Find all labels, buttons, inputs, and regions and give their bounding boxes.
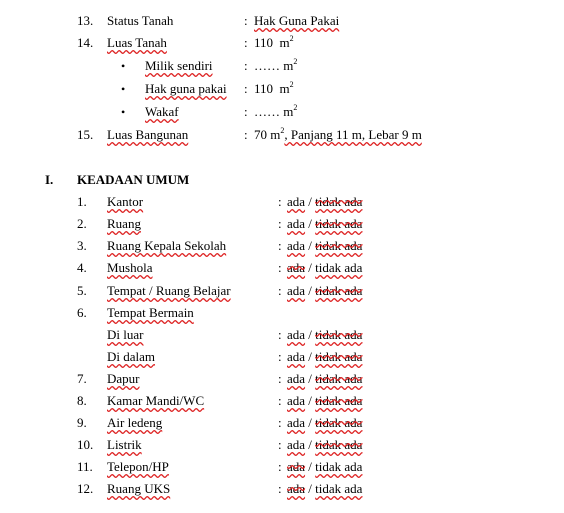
separator: : (278, 371, 282, 386)
separator: : (244, 13, 248, 28)
value-superscript: 2 (289, 80, 294, 89)
value-superscript: 2 (280, 126, 285, 135)
item-value (254, 80, 294, 98)
value-number: 110 (254, 35, 274, 50)
availability-value (287, 237, 362, 255)
land-item-13 (0, 12, 564, 30)
option-tidak-ada: tidak ada (315, 238, 363, 253)
facility-row (0, 215, 564, 233)
value-area: 70 m (254, 127, 281, 142)
item-label: Di dalam (107, 349, 156, 364)
item-number: 4. (77, 260, 87, 275)
availability-value (287, 259, 362, 277)
separator: : (244, 35, 248, 50)
facility-row (0, 282, 564, 300)
option-slash: / (305, 437, 316, 452)
value-number: …… (254, 58, 280, 73)
item-label: Listrik (107, 437, 142, 452)
option-slash: / (305, 260, 316, 275)
option-tidak-ada: tidak ada (315, 327, 363, 342)
value-unit: m (279, 81, 290, 96)
option-slash: / (305, 481, 316, 496)
section-title: KEADAAN UMUM (77, 172, 190, 187)
option-slash: / (305, 327, 316, 342)
separator: : (244, 104, 248, 119)
item-number: 7. (77, 371, 87, 386)
availability-value (287, 436, 362, 454)
availability-value (287, 458, 362, 476)
item-value: Hak Guna Pakai (254, 13, 340, 28)
facility-row (0, 326, 564, 344)
option-slash: / (305, 393, 316, 408)
separator: : (278, 415, 282, 430)
availability-value (287, 370, 362, 388)
item-label: Ruang UKS (107, 481, 171, 496)
separator: : (278, 194, 282, 209)
item-value (254, 57, 297, 75)
item-number: 5. (77, 283, 87, 298)
separator: : (244, 58, 248, 73)
availability-value (287, 215, 362, 233)
section-number: I. (45, 172, 54, 187)
item-label: Kantor (107, 194, 144, 209)
option-tidak-ada: tidak ada (315, 349, 363, 364)
land-item-14 (0, 34, 564, 52)
option-slash: / (305, 216, 316, 231)
option-ada: ada (287, 371, 306, 386)
item-label: Tempat Bermain (107, 305, 194, 320)
value-unit: m (283, 58, 294, 73)
separator: : (244, 127, 248, 142)
item-number: 1. (77, 194, 87, 209)
item-number: 11. (77, 459, 93, 474)
facility-row (0, 370, 564, 388)
option-ada: ada (287, 216, 306, 231)
separator: : (278, 327, 282, 342)
facility-row (0, 436, 564, 454)
item-number: 6. (77, 305, 87, 320)
option-tidak-ada: tidak ada (315, 260, 363, 275)
item-number: 3. (77, 238, 87, 253)
item-number: 14. (77, 35, 94, 50)
land-subitem-hak-guna-pakai (0, 80, 564, 98)
availability-value (287, 392, 362, 410)
facility-row (0, 480, 564, 498)
bullet-icon: • (121, 59, 126, 73)
option-slash: / (305, 194, 316, 209)
value-superscript: 2 (293, 57, 298, 66)
availability-value (287, 282, 362, 300)
option-slash: / (305, 459, 316, 474)
separator: : (278, 481, 282, 496)
option-tidak-ada: tidak ada (315, 194, 363, 209)
option-ada: ada (287, 194, 306, 209)
item-label: Telepon/HP (107, 459, 169, 474)
item-label: Kamar Mandi/WC (107, 393, 205, 408)
option-tidak-ada: tidak ada (315, 216, 363, 231)
availability-value (287, 480, 362, 498)
option-slash: / (305, 415, 316, 430)
value-unit: m (283, 104, 294, 119)
item-label: Mushola (107, 260, 153, 275)
bullet-icon: • (121, 82, 126, 96)
option-ada: ada (287, 260, 306, 275)
item-label: Ruang (107, 216, 141, 231)
option-ada: ada (287, 481, 306, 496)
option-slash: / (305, 371, 316, 386)
item-number: 12. (77, 481, 94, 496)
option-ada: ada (287, 415, 306, 430)
item-label: Air ledeng (107, 415, 163, 430)
item-label: Hak guna pakai (145, 81, 227, 96)
item-label: Di luar (107, 327, 144, 342)
option-ada: ada (287, 459, 306, 474)
option-tidak-ada: tidak ada (315, 437, 363, 452)
land-item-15 (0, 126, 564, 144)
item-label: Luas Tanah (107, 35, 167, 50)
facility-row (0, 392, 564, 410)
option-ada: ada (287, 349, 306, 364)
item-value (254, 126, 422, 144)
item-label: Wakaf (145, 104, 179, 119)
item-number: 9. (77, 415, 87, 430)
option-slash: / (305, 238, 316, 253)
option-ada: ada (287, 437, 306, 452)
separator: : (244, 81, 248, 96)
value-number: …… (254, 104, 280, 119)
item-number: 8. (77, 393, 87, 408)
facility-row (0, 259, 564, 277)
separator: : (278, 349, 282, 364)
facility-row (0, 237, 564, 255)
availability-value (287, 326, 362, 344)
separator: : (278, 393, 282, 408)
option-tidak-ada: tidak ada (315, 283, 363, 298)
facility-row (0, 304, 564, 322)
option-slash: / (305, 349, 316, 364)
item-label: Tempat / Ruang Belajar (107, 283, 231, 298)
section-heading (0, 171, 564, 189)
availability-value (287, 348, 362, 366)
option-tidak-ada: tidak ada (315, 415, 363, 430)
item-label: Luas Bangunan (107, 127, 189, 142)
item-number: 13. (77, 13, 94, 28)
option-tidak-ada: tidak ada (315, 459, 363, 474)
item-number: 10. (77, 437, 94, 452)
land-subitem-wakaf (0, 103, 564, 121)
item-label: Ruang Kepala Sekolah (107, 238, 227, 253)
separator: : (278, 216, 282, 231)
facility-row (0, 193, 564, 211)
separator: : (278, 260, 282, 275)
item-value (254, 34, 294, 52)
separator: : (278, 437, 282, 452)
value-superscript: 2 (293, 103, 298, 112)
facility-row (0, 458, 564, 476)
item-number: 15. (77, 127, 94, 142)
separator: : (278, 283, 282, 298)
facility-row (0, 414, 564, 432)
option-ada: ada (287, 238, 306, 253)
value-dimensions: , Panjang 11 m, Lebar 9 m (284, 127, 422, 142)
value-unit: m (279, 35, 290, 50)
option-ada: ada (287, 327, 306, 342)
separator: : (278, 459, 282, 474)
option-tidak-ada: tidak ada (315, 371, 363, 386)
separator: : (278, 238, 282, 253)
availability-value (287, 193, 362, 211)
item-label: Status Tanah (107, 13, 174, 28)
item-value (254, 103, 297, 121)
item-label: Dapur (107, 371, 140, 386)
option-ada: ada (287, 283, 306, 298)
facility-row (0, 348, 564, 366)
option-tidak-ada: tidak ada (315, 481, 363, 496)
value-number: 110 (254, 81, 274, 96)
value-superscript: 2 (289, 34, 294, 43)
availability-value (287, 414, 362, 432)
item-number: 2. (77, 216, 87, 231)
item-label: Milik sendiri (145, 58, 213, 73)
option-slash: / (305, 283, 316, 298)
land-subitem-milik-sendiri (0, 57, 564, 75)
bullet-icon: • (121, 105, 126, 119)
option-ada: ada (287, 393, 306, 408)
option-tidak-ada: tidak ada (315, 393, 363, 408)
